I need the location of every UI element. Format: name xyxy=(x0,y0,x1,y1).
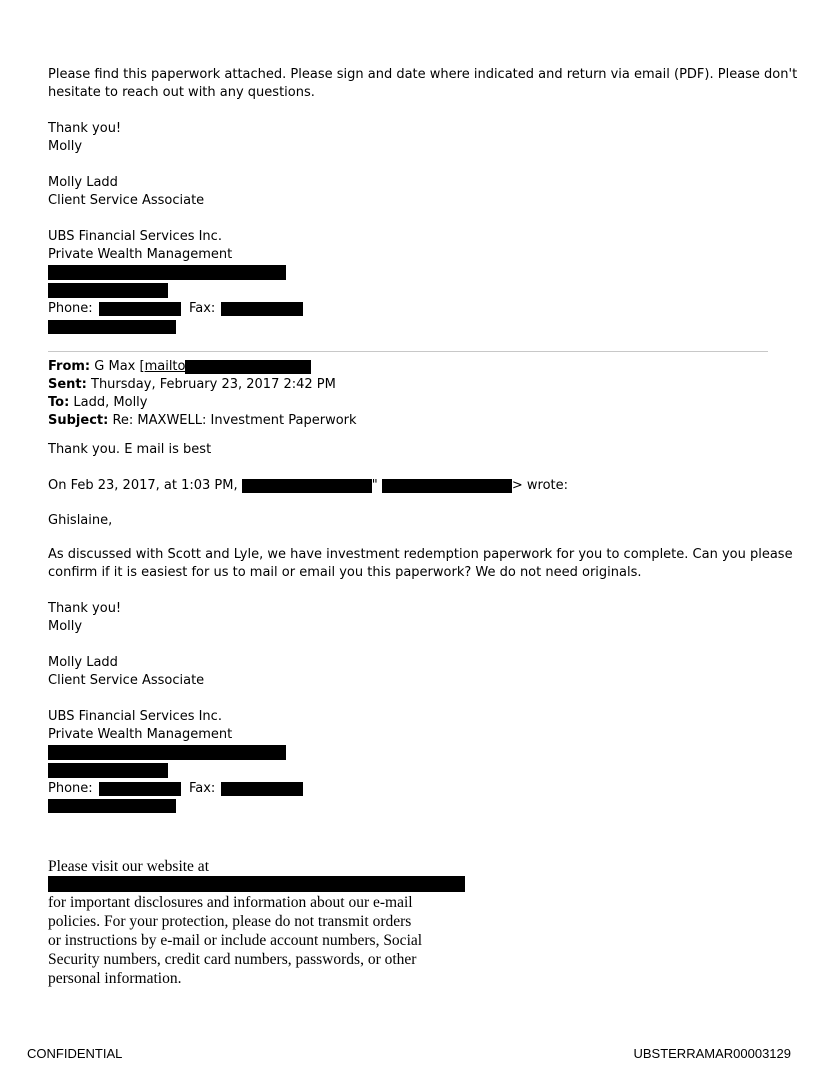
phone-fax-row xyxy=(48,780,303,798)
signature-name: Molly Ladd xyxy=(48,655,118,670)
signature-block-top xyxy=(48,174,232,264)
reply-text: Thank you. E mail is best xyxy=(48,442,212,457)
signoff-top xyxy=(48,120,121,156)
redaction-bar xyxy=(221,782,303,796)
greeting: Ghislaine, xyxy=(48,513,113,528)
redaction-bar xyxy=(99,782,181,796)
redaction-bar xyxy=(242,479,372,493)
fax-label: Fax: xyxy=(188,781,216,796)
from-row xyxy=(48,358,357,376)
redaction-bar xyxy=(48,799,176,813)
disclaimer-line: policies. For your protection, please do not transmit orders xyxy=(48,913,412,930)
to-row xyxy=(48,394,357,412)
sent-row xyxy=(48,376,357,394)
subject-value: Re: MAXWELL: Investment Paperwork xyxy=(112,413,357,428)
signoff-bottom xyxy=(48,600,121,636)
signature-title: Client Service Associate xyxy=(48,193,205,208)
email-divider xyxy=(48,351,768,352)
thanks-text: Thank you! xyxy=(48,601,122,616)
redaction-bar xyxy=(48,745,286,760)
phone-label: Phone: xyxy=(48,781,93,796)
intro-line: hesitate to reach out with any questions. xyxy=(48,85,315,100)
redaction-bar xyxy=(221,302,303,316)
disclaimer-line: for important disclosures and information about our e-mail xyxy=(48,894,413,911)
redaction-bar xyxy=(48,876,465,892)
disclaimer-intro: Please visit our website at xyxy=(48,858,209,875)
quote-prefix: On Feb 23, 2017, at 1:03 PM, xyxy=(48,478,238,493)
disclaimer-line: personal information. xyxy=(48,970,182,987)
redaction-bar xyxy=(48,283,168,298)
quote-line xyxy=(48,477,568,495)
redaction-bar xyxy=(99,302,181,316)
body-line: As discussed with Scott and Lyle, we have investment redemption paperwork for you to complete. Can you please xyxy=(48,547,793,562)
signature-company: UBS Financial Services Inc. xyxy=(48,709,222,724)
redaction-bar xyxy=(48,265,286,280)
from-label: From: xyxy=(48,359,91,374)
disclaimer-body xyxy=(48,893,422,988)
phone-fax-row xyxy=(48,300,303,318)
intro-line: Please find this paperwork attached. Please sign and date where indicated and return via email (PDF). Please don't xyxy=(48,67,798,82)
quote-suffix: > wrote: xyxy=(511,478,569,493)
mailto-link[interactable]: mailto xyxy=(144,359,186,374)
disclaimer-line: Security numbers, credit card numbers, passwords, or other xyxy=(48,951,417,968)
signature-title: Client Service Associate xyxy=(48,673,205,688)
disclaimer-line: or instructions by e-mail or include account numbers, Social xyxy=(48,932,423,949)
body-line: confirm if it is easiest for us to mail or email you this paperwork? We do not need originals. xyxy=(48,565,642,580)
sender-first-name: Molly xyxy=(48,139,83,154)
sent-value: Thursday, February 23, 2017 2:42 PM xyxy=(91,377,336,392)
to-value: Ladd, Molly xyxy=(73,395,148,410)
subject-row xyxy=(48,412,357,430)
redaction-bar xyxy=(382,479,512,493)
intro-paragraph xyxy=(48,66,797,102)
redaction-bar xyxy=(48,763,168,778)
signature-company: UBS Financial Services Inc. xyxy=(48,229,222,244)
bates-number: UBSTERRAMAR00003129 xyxy=(633,1046,791,1061)
signature-name: Molly Ladd xyxy=(48,175,118,190)
signature-block-bottom xyxy=(48,654,232,744)
thanks-text: Thank you! xyxy=(48,121,122,136)
phone-label: Phone: xyxy=(48,301,93,316)
fax-label: Fax: xyxy=(188,301,216,316)
redaction-bar xyxy=(185,360,311,374)
to-label: To: xyxy=(48,395,70,410)
redaction-bar xyxy=(48,320,176,334)
signature-division: Private Wealth Management xyxy=(48,727,233,742)
signature-division: Private Wealth Management xyxy=(48,247,233,262)
confidential-label: CONFIDENTIAL xyxy=(27,1046,123,1061)
quote-mark: " xyxy=(371,478,378,493)
sender-first-name: Molly xyxy=(48,619,83,634)
from-value: G Max [ xyxy=(94,359,145,374)
sent-label: Sent: xyxy=(48,377,87,392)
email-header xyxy=(48,358,357,430)
body-paragraph xyxy=(48,546,793,582)
subject-label: Subject: xyxy=(48,413,109,428)
